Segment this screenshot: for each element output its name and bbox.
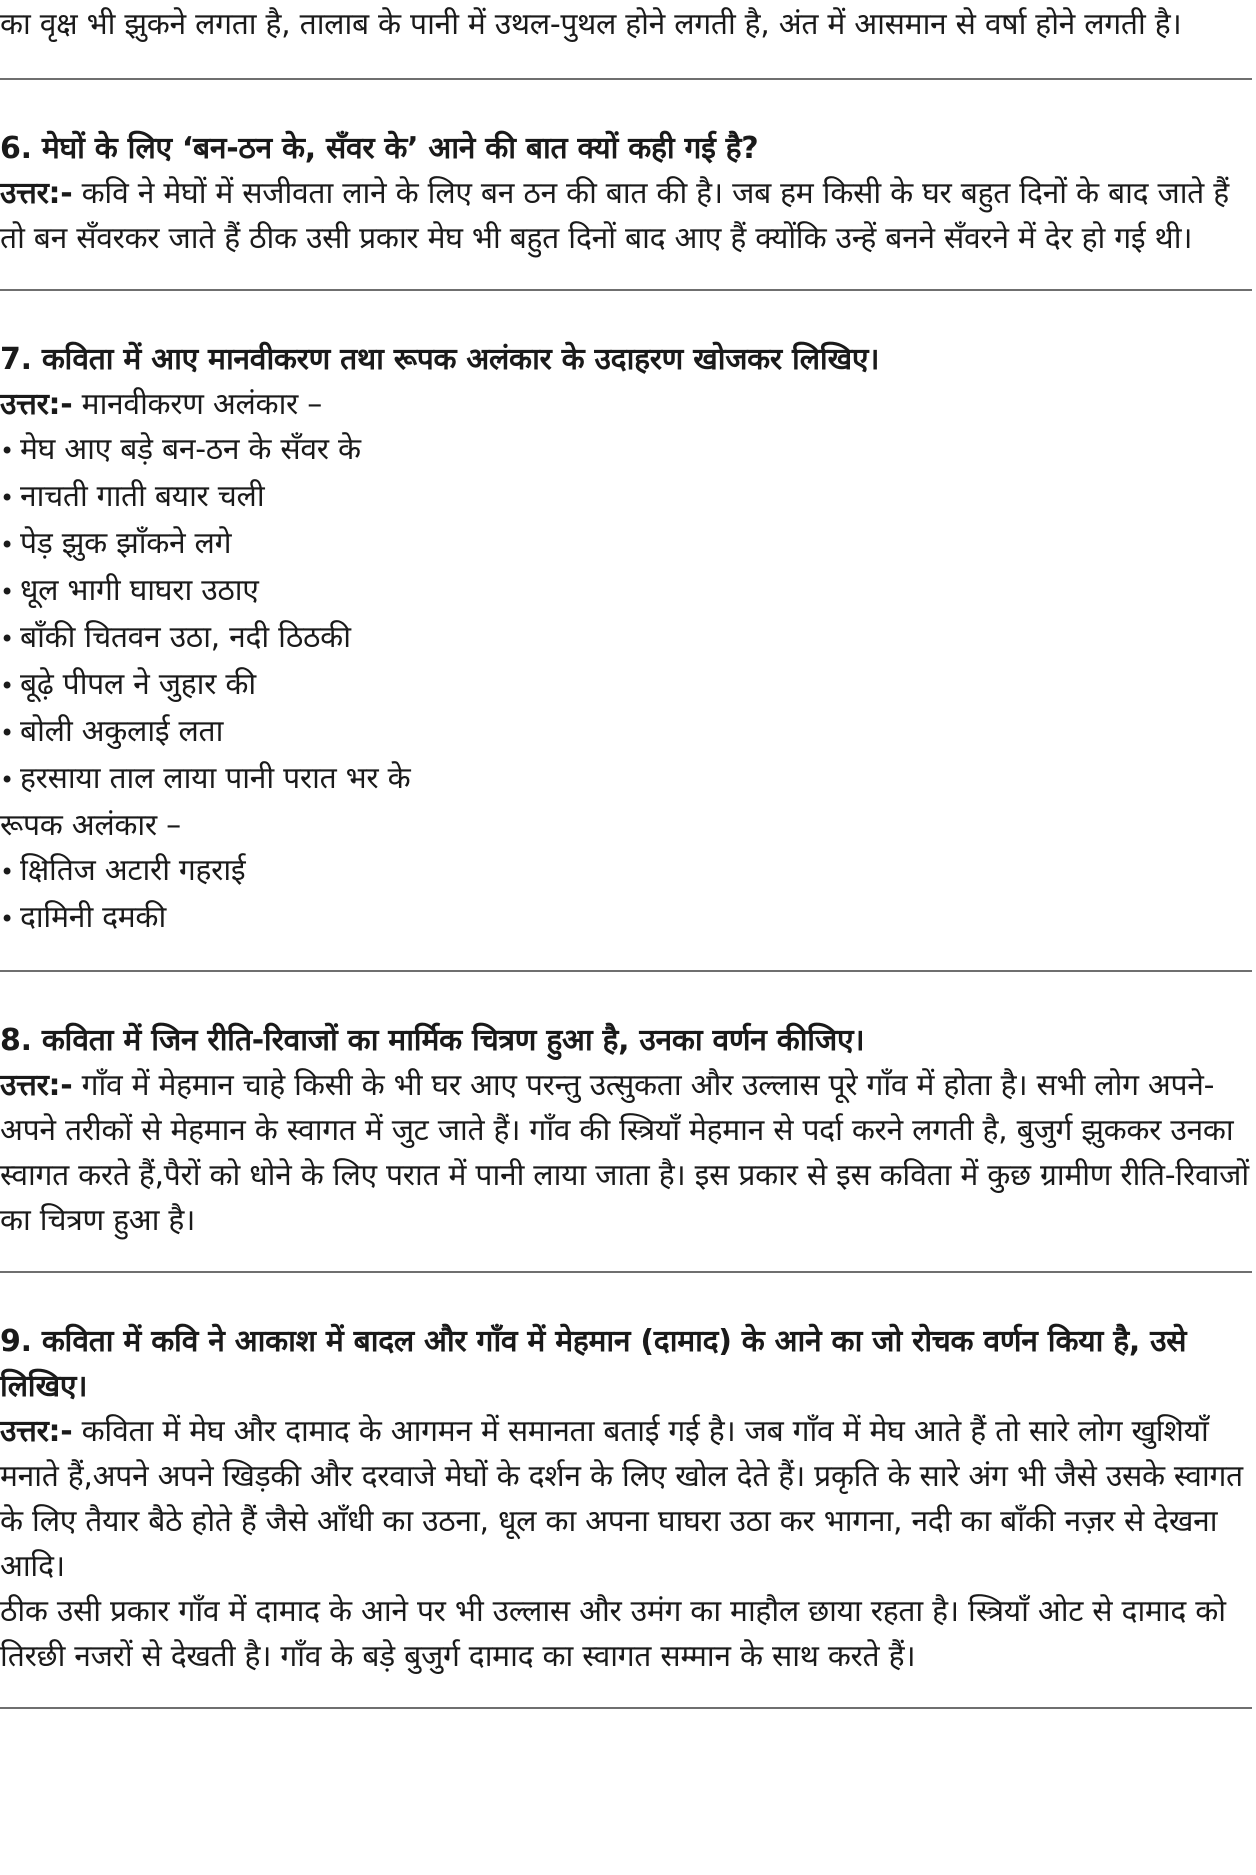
- section-divider: [0, 1271, 1252, 1273]
- question-7-block: [0, 337, 1256, 942]
- intro-paragraph: का वृक्ष भी झुकने लगता है, तालाब के पानी में उथल-पुथल होने लगती है, अंत में आसमान से वर्षा होने लगती है।: [0, 7, 1182, 42]
- answer-label: उत्तर:-: [0, 176, 73, 211]
- list-item: • नाचती गाती बयार चली: [0, 474, 1256, 521]
- section-divider: [0, 289, 1252, 291]
- question-9-block: [0, 1319, 1256, 1679]
- question-6-answer: [0, 171, 1256, 261]
- answer-label: उत्तर:-: [0, 1414, 73, 1449]
- question-7-title: 7. कविता में आए मानवीकरण तथा रूपक अलंकार के उदाहरण खोजकर लिखिए।: [0, 342, 880, 377]
- list-item: • बाँकी चितवन उठा, नदी ठिठकी: [0, 615, 1256, 662]
- list-item: • बोली अकुलाई लता: [0, 709, 1256, 756]
- answer-label: उत्तर:-: [0, 1068, 73, 1103]
- answer-text: कविता में मेघ और दामाद के आगमन में समानता बताई गई है। जब गाँव में मेघ आते हैं तो सारे लोग खुशियाँ मनाते हैं,अपने अपने खिड़की और दरवाजे मेघों के दर्शन के लिए खोल देते हैं। प्रकृति के सारे अंग भी जैसे उसके स्वागत के लिए तैयार बैठे होते हैं जैसे आँधी का उठना, धूल का अपना घाघरा उठा कर भागना, नदी का बाँकी नज़र से देखना आदि।: [0, 1414, 1243, 1584]
- question-8-answer: [0, 1063, 1256, 1243]
- question-9-answer: [0, 1409, 1256, 1589]
- question-8-block: [0, 1018, 1256, 1243]
- list-item: • बूढ़े पीपल ने जुहार की: [0, 662, 1256, 709]
- section-divider: [0, 78, 1252, 80]
- list-item: • पेड़ झुक झाँकने लगे: [0, 521, 1256, 568]
- question-7-answer-intro: [0, 382, 1256, 427]
- question-9-answer-continued: ठीक उसी प्रकार गाँव में दामाद के आने पर भी उल्लास और उमंग का माहौल छाया रहता है। स्त्रियाँ ओट से दामाद को तिरछी नजरों से देखती है। गाँव के बड़े बुजुर्ग दामाद का स्वागत सम्मान के साथ करते हैं।: [0, 1594, 1226, 1674]
- list-item: • धूल भागी घाघरा उठाए: [0, 568, 1256, 615]
- question-8-title: 8. कविता में जिन रीति-रिवाजों का मार्मिक चित्रण हुआ है, उनका वर्णन कीजिए।: [0, 1023, 865, 1058]
- personification-heading: मानवीकरण अलंकार –: [81, 387, 322, 422]
- answer-text: गाँव में मेहमान चाहे किसी के भी घर आए परन्तु उत्सुकता और उल्लास पूरे गाँव में होता है। सभी लोग अपने-अपने तरीकों से मेहमान के स्वागत में जुट जाते हैं। गाँव की स्त्रियाँ मेहमान से पर्दा करने लगती है, बुजुर्ग झुककर उनका स्वागत करते हैं,पैरों को धोने के लिए परात में पानी लाया जाता है। इस प्रकार से इस कविता में कुछ ग्रामीण रीति-रिवाजों का चित्रण हुआ है।: [0, 1068, 1249, 1238]
- section-divider: [0, 1707, 1252, 1709]
- question-9-title: 9. कविता में कवि ने आकाश में बादल और गाँव में मेहमान (दामाद) के आने का जो रोचक वर्णन किया है, उसे लिखिए।: [0, 1324, 1187, 1404]
- personification-list: [0, 427, 1256, 803]
- question-6-block: [0, 126, 1256, 261]
- metaphor-heading: रूपक अलंकार –: [0, 808, 181, 843]
- answer-text: कवि ने मेघों में सजीवता लाने के लिए बन ठन की बात की है। जब हम किसी के घर बहुत दिनों के बाद जाते हैं तो बन सँवरकर जाते हैं ठीक उसी प्रकार मेघ भी बहुत दिनों बाद आए हैं क्योंकि उन्हें बनने सँवरने में देर हो गई थी।: [0, 176, 1229, 256]
- answer-label: उत्तर:-: [0, 387, 73, 422]
- section-divider: [0, 970, 1252, 972]
- list-item: • दामिनी दमकी: [0, 895, 1256, 942]
- list-item: • मेघ आए बड़े बन-ठन के सँवर के: [0, 427, 1256, 474]
- list-item: • क्षितिज अटारी गहराई: [0, 848, 1256, 895]
- question-6-title: 6. मेघों के लिए ‘बन-ठन के, सँवर के’ आने की बात क्यों कही गई है?: [0, 131, 759, 166]
- metaphor-list: [0, 848, 1256, 942]
- list-item: • हरसाया ताल लाया पानी परात भर के: [0, 756, 1256, 803]
